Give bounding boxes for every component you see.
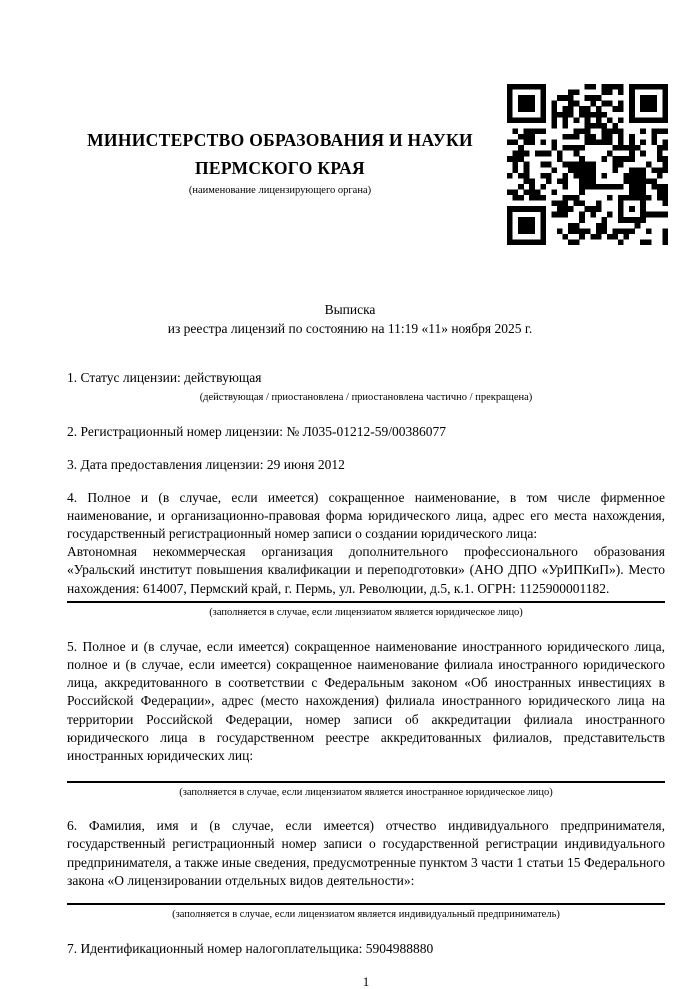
authority-name-line1: МИНИСТЕРСТВО ОБРАЗОВАНИЯ И НАУКИ [87,130,473,150]
fill-line [67,601,665,603]
page-number: 1 [362,974,370,989]
item-legal-entity-block [67,489,665,619]
qr-code-icon [507,84,668,245]
item-entrepreneur-block [67,817,665,921]
document-title: Выписка [324,302,376,317]
document-subtitle: из реестра лицензий по состоянию на 11:19 «11» ноября 2025 г. [167,320,533,336]
item-legal-entity-label: 4. Полное и (в случае, если имеется) сокращенное наименование, в том числе фирменное наименование, и организационно-правовая форма юридического лица, адрес его места нахождения, государственный регистрационный номер записи о создании юридического лица: [67,489,665,542]
item-foreign-entity-block [67,638,665,799]
item-foreign-entity-label: 5. Полное и (в случае, если имеется) сокращенное наименование иностранного юридического лица, полное и (в случае, если имеется) сокращенное наименование филиала иностранного юридического лица, аккредитованного в соответствии с Федеральным законом «Об иностранных инвестициях в Российской Федерации», адрес (место нахождения) филиала иностранного юридического лица на территории Российской Федерации, номер записи об аккредитации филиала иностранного юридического лица в государственном реестре аккредитованных филиалов, представительств иностранных юридических лиц: [67,638,665,764]
item-registration-number: 2. Регистрационный номер лицензии: № Л035-01212-59/00386077 [67,424,447,440]
document-body [67,369,665,989]
item-legal-entity-value: Автономная некоммерческая организация дополнительного профессионального образования «Уральский институт повышения квалификации и переподготовки» (АНО ДПО «УрИПКиП»). Место нахождения: 614007, Пермский край, г. Пермь, ул. Революции, д.5, к.1. ОГРН: 1125900001182. [67,544,665,596]
authority-caption: (наименование лицензирующего органа) [188,185,372,196]
fill-line [67,903,665,905]
item-legal-entity-caption: (заполняется в случае, если лицензиатом является юридическое лицо) [209,606,523,618]
fill-line [67,781,665,783]
item-taxpayer-number: 7. Идентификационный номер налогоплательщика: 5904988880 [67,941,434,957]
licensing-authority-block [67,126,493,198]
item-entrepreneur-caption: (заполняется в случае, если лицензиатом является индивидуальный предприниматель) [172,909,560,921]
item-entrepreneur-label: 6. Фамилия, имя и (в случае, если имеется) отчество индивидуального предпринимателя, государственный регистрационный номер записи о государственной регистрации индивидуального предпринимателя, а также иные сведения, предусмотренные пунктом 3 части 1 статьи 15 Федерального закона «О лицензировании отдельных видов деятельности»: [67,818,665,888]
item-license-status-caption: (действующая / приостановлена / приостановлена частично / прекращена) [199,392,533,404]
item-foreign-entity-caption: (заполняется в случае, если лицензиатом является иностранное юридическое лицо) [179,787,553,799]
item-grant-date: 3. Дата предоставления лицензии: 29 июня 2012 [67,457,345,473]
document-header [0,0,700,240]
document-title-block [0,301,700,338]
item-license-status: 1. Статус лицензии: действующая [67,370,262,385]
authority-name-line2: ПЕРМСКОГО КРАЯ [195,158,365,178]
